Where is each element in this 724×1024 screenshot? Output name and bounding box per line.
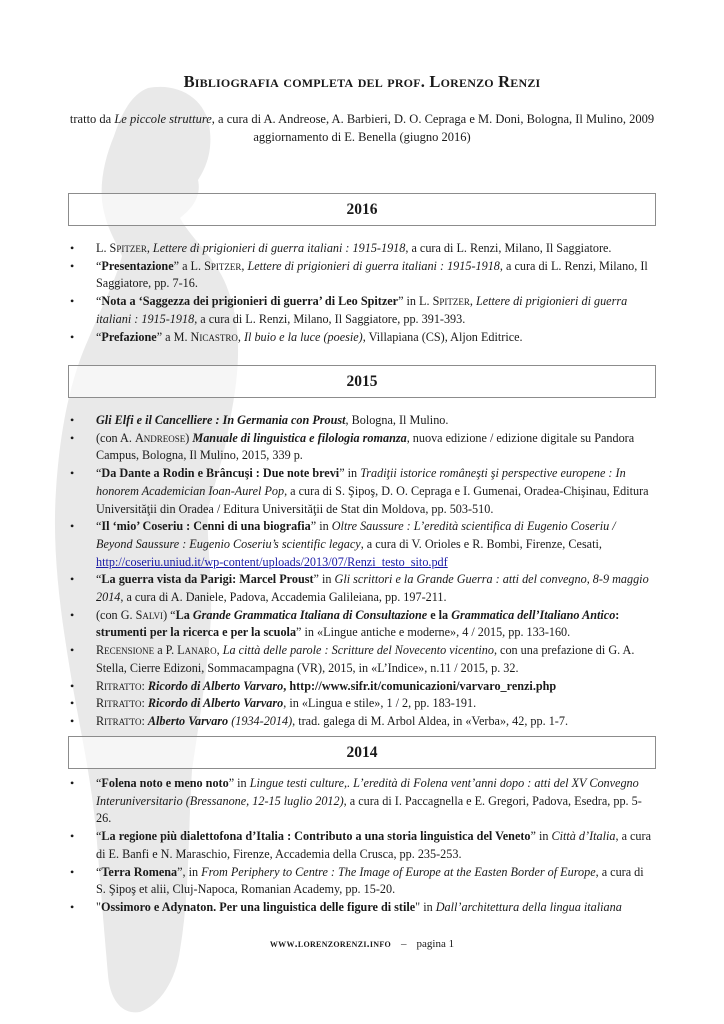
bullet-icon: • (70, 430, 75, 445)
entries-2014 (70, 775, 652, 917)
entry-author: Spitzer (204, 258, 242, 273)
entry-type: Ritratto (96, 713, 142, 728)
entry-text: “ (96, 864, 102, 879)
list-item (70, 430, 652, 465)
bullet-icon: • (70, 829, 75, 844)
entry-author: Spitzer (432, 294, 470, 309)
entry-text: , trad. galega di M. Arbol Aldea, in «Verba», 42, pp. 1-7. (292, 713, 568, 728)
bullet-icon: • (70, 899, 75, 914)
bullet-icon: • (70, 466, 75, 481)
bullet-icon: • (70, 696, 75, 711)
entry-title: Da Dante a Rodin e Brâncuşi : Due note brevi (101, 466, 340, 481)
bullet-icon: • (70, 607, 75, 622)
entry-title: La guerra vista da Parigi: Marcel Proust (101, 572, 314, 587)
entry-text: , a cura di I. Paccagnella e E. Gregori, Padova, Esedra, pp. 5-26. (96, 793, 642, 826)
document-title: Bibliografia completa del prof. Lorenzo Renzi (183, 72, 541, 91)
entry-author: Lanaro (177, 643, 217, 658)
year-heading-2015 (68, 365, 656, 398)
entry-title: La regione più dialettofona d’Italia : Contributo a una storia linguistica del Veneto (101, 829, 531, 844)
entry-title: Grande Grammatica Italiana di Consultazione (192, 607, 428, 622)
entry-text: , (469, 294, 476, 309)
entry-author: Andreose (134, 430, 186, 445)
entry-title: : strumenti per la ricerca e per la scuola (96, 607, 620, 640)
list-item (70, 240, 652, 258)
entry-text: ” a L. (173, 258, 205, 273)
year-heading-2014 (68, 736, 656, 769)
year-label: 2016 (346, 200, 378, 218)
entry-title: Ossimoro e Adynaton. Per una linguistica delle figure di stile (100, 899, 416, 914)
bullet-icon: • (70, 713, 75, 728)
entry-text: : (141, 713, 148, 728)
entry-text: , a cura di L. Renzi, Milano, Il Saggiatore, pp. 391-393. (194, 311, 466, 326)
page-number: pagina 1 (416, 938, 455, 950)
entry-text: , a cura di S. Şipoş et alii, Cluj-Napoca, Romanian Academy, pp. 15-20. (96, 864, 644, 897)
entry-title: Prefazione (101, 329, 157, 344)
entry-text: ” in (228, 776, 250, 790)
entry-title: Ricordo di Alberto Varvaro (147, 678, 284, 693)
year-label: 2015 (346, 372, 378, 390)
entry-type: Recensione (96, 643, 155, 658)
entry-text: “ (96, 776, 102, 790)
entry-author: Nicastro (190, 329, 238, 344)
list-item (70, 775, 652, 828)
subtitle-source: , a cura di A. Andreose, A. Barbieri, D. O. Cepraga e M. Doni, Bologna, Il Mulino, 2009 (211, 112, 655, 126)
entry-text: , con una prefazione di G. A. Stella, Cierre Edizoni, Sommacampagna (VR), 2015, in «L’Indice», n.11 / 2015, p. 32. (96, 643, 635, 675)
list-item (70, 293, 652, 328)
entry-text: ” in «Lingue antiche e moderne», 4 / 2015, pp. 133-160. (296, 625, 571, 640)
entry-text: ” in (313, 572, 335, 587)
entry-text: “ (96, 829, 102, 844)
entry-title: Nota a ‘Saggezza dei prigionieri di guerra’ di Leo Spitzer (101, 294, 399, 309)
bullet-icon: • (70, 678, 75, 693)
entry-text: " (96, 899, 101, 914)
entry-text: , (216, 643, 223, 658)
list-item (70, 695, 652, 713)
entry-work-title: From Periphery to Centre : The Image of Europe at the Easten Border of Europe (201, 864, 596, 879)
list-item (70, 412, 652, 430)
entry-text: ” a M. (156, 329, 191, 344)
entry-type: Ritratto (96, 696, 142, 711)
entry-text: , (237, 329, 244, 344)
bullet-icon: • (70, 329, 75, 344)
entry-text: (con G. (96, 607, 136, 622)
footer-separator: – (401, 938, 407, 950)
year-heading-2016 (68, 193, 656, 226)
list-item (70, 571, 652, 606)
coseriu-pdf-link[interactable]: http://coseriu.uniud.it/wp-content/uploads/2013/07/Renzi_testo_sito.pdf (96, 554, 448, 569)
list-item (70, 329, 652, 347)
entry-text: “ (96, 466, 102, 481)
footer-website: www.lorenzorenzi.info (269, 938, 392, 950)
entry-title: Gli Elfi e il Cancelliere : In Germania con Proust (96, 413, 346, 427)
list-item (70, 518, 652, 571)
year-label: 2014 (346, 743, 378, 761)
entry-work-title: Lettere di prigionieri di guerra italiani : 1915-1918 (247, 258, 500, 273)
entry-text: L. (96, 241, 110, 255)
entry-work-title: La città delle parole : Scritture del Novecento vicentino (222, 643, 494, 658)
entry-text: (con A. (96, 430, 135, 445)
subtitle-update-note: aggiornamento di E. Benella (giugno 2016) (253, 130, 471, 144)
entries-2016 (70, 240, 652, 346)
list-item (70, 258, 652, 293)
entry-text: ” in (339, 466, 361, 481)
entry-text: , in «Lingua e stile», 1 / 2, pp. 183-191. (283, 696, 477, 711)
bullet-icon: • (70, 776, 75, 790)
list-item (70, 642, 652, 677)
entry-text: , a cura di L. Renzi, Milano, Il Saggiatore, pp. 7-16. (96, 258, 648, 291)
bullet-icon: • (70, 572, 75, 587)
entry-text: “ (96, 572, 102, 587)
entry-title: Manuale di linguistica e filologia romanza (192, 430, 407, 445)
entry-work-title: Gli scrittori e la Grande Guerra : atti del convegno, 8-9 maggio 2014 (96, 572, 649, 605)
bullet-icon: • (70, 413, 75, 427)
entry-work-title: Città d’Italia (551, 829, 616, 844)
entry-text: , (241, 258, 248, 273)
entry-text: , Villapiana (CS), Aljon Editrice. (362, 329, 523, 344)
page-footer (0, 938, 724, 950)
entry-work-title: Lettere di prigionieri di guerra italiani : 1915-1918 (96, 294, 628, 326)
entry-text: , a cura di E. Banfi e N. Maraschio, Firenze, Accademia della Crusca, pp. 235-253. (96, 829, 651, 861)
entry-text: “ (96, 294, 102, 309)
entry-work-title: Dall’architettura della lingua italiana (435, 899, 622, 914)
entry-text: , a cura di L. Renzi, Milano, Il Saggiatore. (405, 241, 612, 255)
entry-text: , (146, 241, 153, 255)
bullet-icon: • (70, 864, 75, 879)
bullet-icon: • (70, 294, 75, 309)
entry-text: , a cura di V. Orioles e R. Bombi, Firenze, Cesati, (360, 536, 602, 551)
list-item (70, 465, 652, 518)
entry-text: “ (96, 329, 102, 344)
entry-title: Terra Romena (101, 864, 178, 879)
bullet-icon: • (70, 519, 75, 534)
entry-title: e la (427, 607, 452, 622)
entry-text: ) “ (163, 607, 176, 622)
entry-url: , http://www.sifr.it/comunicazioni/varvaro_renzi.php (283, 678, 557, 693)
subtitle-book-title: Le piccole strutture (114, 112, 212, 126)
entry-title: Alberto Varvaro (147, 713, 229, 728)
entry-title: La (175, 607, 193, 622)
entry-author: Salvi (135, 607, 164, 622)
entry-author: Spitzer (109, 241, 147, 255)
bullet-icon: • (70, 241, 75, 255)
entry-text: ” in (310, 519, 332, 534)
entry-title: Grammatica dell’Italiano Antico (451, 607, 616, 622)
entry-text: , Bologna, Il Mulino. (345, 413, 449, 427)
entry-text: ) (185, 430, 193, 445)
list-item (70, 864, 652, 899)
entry-work-title: Oltre Saussure : L’eredità scientifica di Eugenio Coseriu / Beyond Saussure : Eugenio Coseriu’s scientific legacy (96, 519, 616, 551)
entry-title: Folena noto e meno noto (101, 776, 229, 790)
entries-2015 (70, 412, 652, 731)
entry-work-title: Tradiţii istorice româneşti şi perspective europene : In honorem Academician Ioan-Aurel Pop (96, 466, 626, 498)
entry-text: " in (415, 899, 436, 914)
list-item (70, 678, 652, 696)
entry-title: Presentazione (101, 258, 174, 273)
entry-work-title: Il buio e la luce (poesie) (243, 329, 363, 344)
entry-dates: (1934-2014) (228, 713, 293, 728)
entry-work-title: Lettere di prigionieri di guerra italiani : 1915-1918 (152, 241, 406, 255)
entry-title: Il ‘mio’ Coseriu : Cenni di una biografia (101, 519, 311, 534)
entry-text: , nuova edizione / edizione digitale su Pandora Campus, Bologna, Il Mulino, 2015, 339 p. (96, 430, 635, 463)
entry-text: ” in L. (398, 294, 433, 309)
bullet-icon: • (70, 643, 75, 658)
list-item (70, 828, 652, 863)
bullet-icon: • (70, 258, 75, 273)
entry-text: ” in (530, 829, 552, 844)
document-subtitle (60, 110, 664, 146)
list-item (70, 607, 652, 642)
entry-text: : (141, 696, 148, 711)
entry-text: , a cura di A. Daniele, Padova, Accademia Galileiana, pp. 197-211. (120, 590, 447, 605)
entry-work-title: Lingue testi culture,. L’eredità di Folena vent’anni dopo : atti del XV Convegno Interuniversitario (Bressanone, 12-15 luglio 2012) (96, 776, 639, 808)
entry-text: “ (96, 519, 102, 534)
list-item (70, 713, 652, 731)
entry-text: , a cura di S. Şipoş, D. O. Cepraga e I. Gumenai, Oradea-Chişinau, Editura Universităţii din Oradea / Editura Universităţii de Stat din Moldova, pp. 503-510. (96, 483, 649, 516)
list-item (70, 899, 652, 917)
entry-text: a P. (154, 643, 178, 658)
entry-text: ”, in (177, 864, 202, 879)
subtitle-prefix: tratto da (69, 112, 115, 126)
entry-text: : (141, 678, 148, 693)
entry-type: Ritratto (96, 678, 142, 693)
entry-text: “ (96, 258, 102, 273)
entry-title: Ricordo di Alberto Varvaro (147, 696, 284, 711)
